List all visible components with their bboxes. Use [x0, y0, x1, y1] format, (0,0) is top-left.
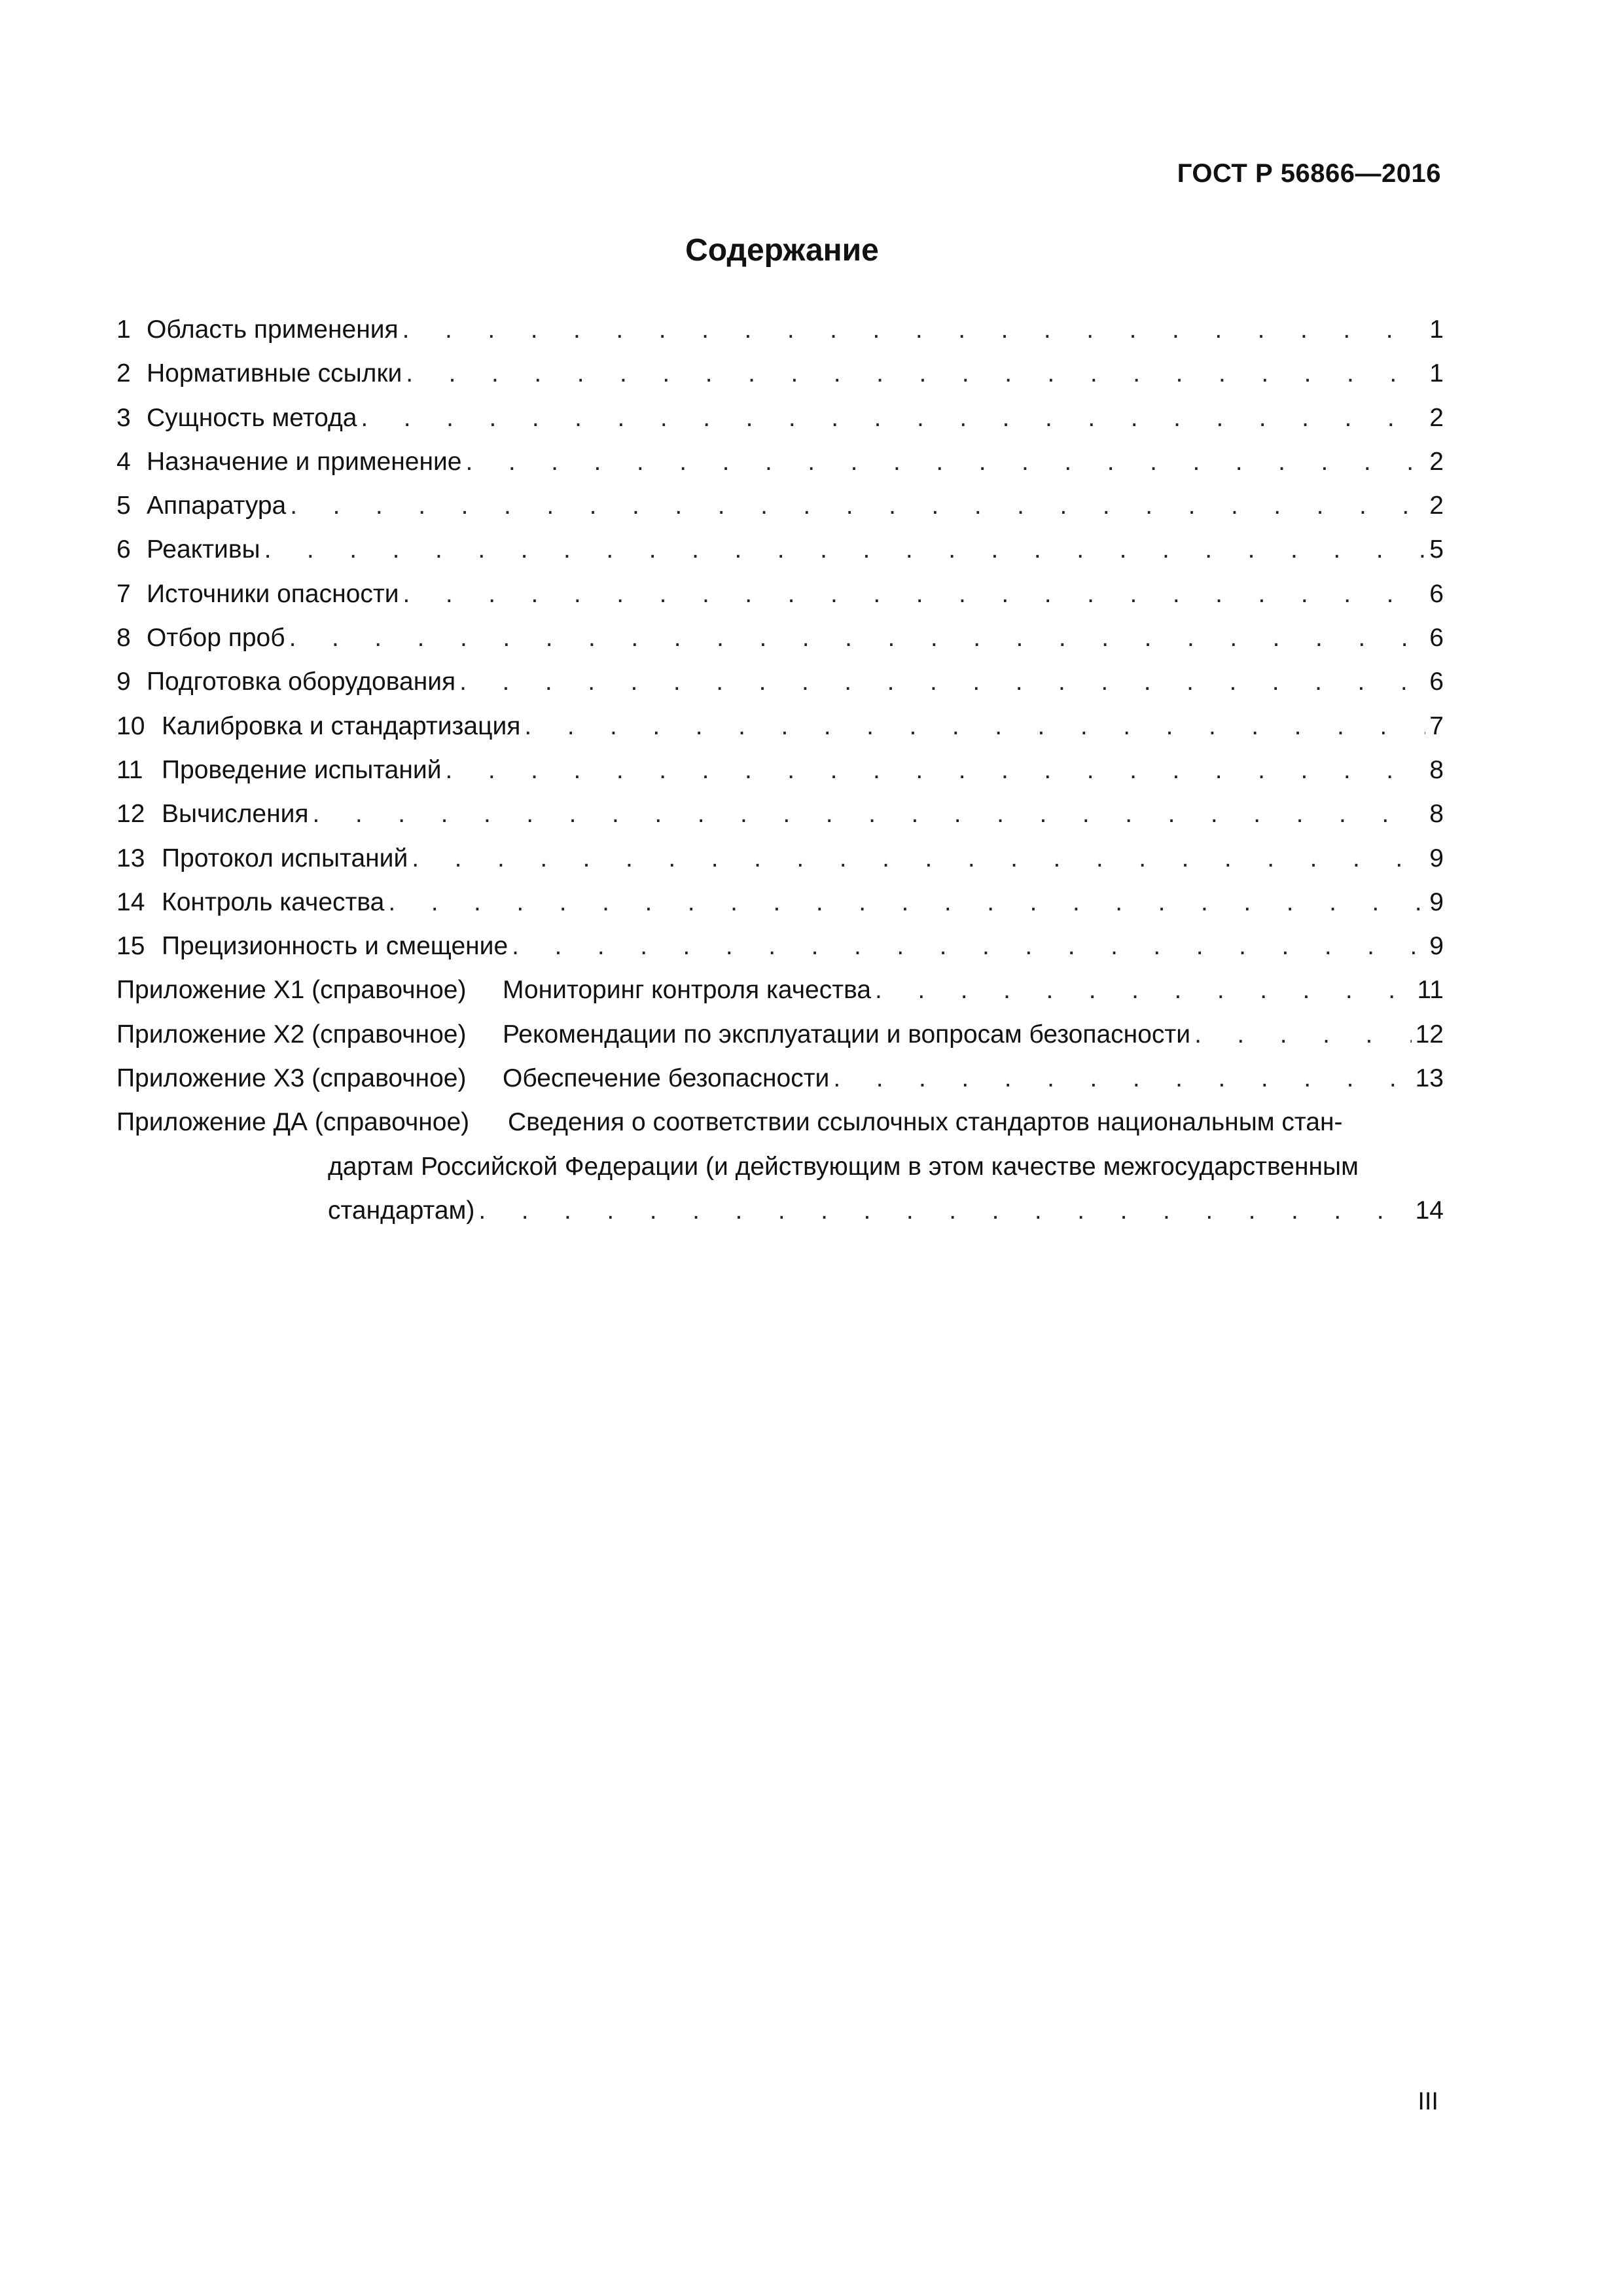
- dot-leader: [309, 792, 1426, 836]
- appendix-prefix: Приложение ДА (справочное): [116, 1108, 470, 1137]
- dot-leader: [455, 660, 1425, 704]
- appendix-prefix: Приложение Х2 (справочное): [116, 1020, 467, 1049]
- toc-entry-page: 5: [1429, 535, 1444, 564]
- appendix-label-line-2: дартам Российской Федерации (и действующим в этом качестве межгосударственным: [328, 1152, 1359, 1181]
- appendix-label-line-1: Сведения о соответствии ссылочных стандартов национальным стан-: [508, 1108, 1343, 1137]
- toc-entry-label: Источники опасности: [147, 579, 399, 608]
- toc-entry-label: Отбор проб: [147, 624, 285, 653]
- toc-entry-label: Протокол испытаний: [162, 844, 408, 872]
- appendix-prefix: Приложение Х3 (справочное): [116, 1064, 467, 1093]
- toc-entry-number: 15: [116, 932, 145, 961]
- page-number: III: [1418, 2088, 1438, 2115]
- toc-entry-label: Назначение и применение: [147, 447, 462, 476]
- dot-leader: [520, 704, 1425, 748]
- toc-entry-page: 9: [1429, 932, 1444, 961]
- toc-entry-number: 1: [116, 315, 131, 344]
- dot-leader: [1190, 1013, 1412, 1056]
- toc-entry-page: 1: [1429, 315, 1444, 344]
- dot-leader: [384, 880, 1425, 924]
- toc-entry-page: 2: [1429, 447, 1444, 476]
- table-of-contents: [116, 308, 1444, 1232]
- toc-entry-number: 6: [116, 535, 131, 564]
- toc-entry[interactable]: [116, 880, 1444, 924]
- toc-entry[interactable]: [116, 924, 1444, 968]
- toc-entry-label: Проведение испытаний: [162, 755, 442, 784]
- toc-entry[interactable]: [116, 528, 1444, 571]
- dot-leader: [461, 440, 1425, 484]
- toc-appendix-da-entry[interactable]: [116, 1100, 1444, 1232]
- toc-entry[interactable]: [116, 836, 1444, 880]
- toc-entry-label: Сущность метода: [147, 403, 357, 432]
- page-title: Содержание: [685, 233, 879, 268]
- dot-leader: [260, 528, 1426, 571]
- toc-entry[interactable]: [116, 748, 1444, 792]
- dot-leader: [357, 396, 1425, 440]
- dot-leader: [441, 748, 1425, 792]
- toc-entry-page: 2: [1429, 492, 1444, 520]
- dot-leader: [474, 1189, 1411, 1232]
- toc-entry-page: 8: [1429, 755, 1444, 784]
- dot-leader: [829, 1056, 1411, 1100]
- toc-entry-number: 4: [116, 447, 131, 476]
- toc-entry-number: 7: [116, 579, 131, 608]
- dot-leader: [871, 968, 1413, 1012]
- toc-entry-label: Подготовка оборудования: [147, 668, 456, 696]
- appendix-page: 13: [1415, 1064, 1444, 1093]
- toc-entry[interactable]: [116, 616, 1444, 660]
- toc-entry[interactable]: [116, 351, 1444, 395]
- toc-entry-number: 14: [116, 888, 145, 916]
- toc-entry-label: Калибровка и стандартизация: [162, 711, 521, 740]
- appendix-label-line-3: стандартам): [328, 1196, 475, 1225]
- toc-entry-page: 8: [1429, 800, 1444, 829]
- toc-entry-page: 9: [1429, 888, 1444, 916]
- dot-leader: [402, 351, 1425, 395]
- document-code: ГОСТ Р 56866—2016: [1177, 159, 1441, 188]
- appendix-label: Рекомендации по эксплуатации и вопросам безопасности: [503, 1020, 1191, 1049]
- toc-entry-number: 5: [116, 492, 131, 520]
- toc-entry-number: 9: [116, 668, 131, 696]
- toc-entry-number: 11: [116, 755, 143, 784]
- toc-entry[interactable]: [116, 704, 1444, 748]
- toc-entry[interactable]: [116, 396, 1444, 440]
- toc-entry-page: 9: [1429, 844, 1444, 872]
- toc-entry-number: 2: [116, 359, 131, 388]
- toc-entry-page: 6: [1429, 624, 1444, 653]
- toc-entry-label: Вычисления: [162, 800, 309, 829]
- dot-leader: [408, 836, 1425, 880]
- toc-entry-label: Контроль качества: [162, 888, 385, 916]
- toc-entry-number: 10: [116, 711, 145, 740]
- toc-appendix-entry[interactable]: [116, 1056, 1444, 1100]
- toc-entry[interactable]: [116, 792, 1444, 836]
- dot-leader: [508, 924, 1425, 968]
- dot-leader: [399, 308, 1426, 351]
- toc-entry-page: 6: [1429, 579, 1444, 608]
- appendix-page: 14: [1415, 1196, 1444, 1225]
- toc-entry-label: Прецизионность и смещение: [162, 932, 508, 961]
- dot-leader: [285, 616, 1426, 660]
- toc-entry[interactable]: [116, 484, 1444, 528]
- toc-entry[interactable]: [116, 572, 1444, 616]
- appendix-label: Мониторинг контроля качества: [503, 976, 872, 1005]
- appendix-label: Обеспечение безопасности: [503, 1064, 830, 1093]
- dot-leader: [399, 572, 1426, 616]
- toc-entry-page: 2: [1429, 403, 1444, 432]
- toc-entry-page: 7: [1429, 711, 1444, 740]
- toc-entry-label: Аппаратура: [147, 492, 287, 520]
- toc-appendix-entry[interactable]: [116, 1013, 1444, 1056]
- appendix-page: 11: [1417, 976, 1444, 1005]
- toc-entry[interactable]: [116, 308, 1444, 351]
- toc-entry-label: Реактивы: [147, 535, 260, 564]
- toc-entry[interactable]: [116, 660, 1444, 704]
- toc-entry-label: Нормативные ссылки: [147, 359, 402, 388]
- toc-entry-label: Область применения: [147, 315, 399, 344]
- toc-entry[interactable]: [116, 440, 1444, 484]
- appendix-page: 12: [1415, 1020, 1444, 1049]
- toc-appendix-entry[interactable]: [116, 968, 1444, 1012]
- toc-entry-number: 3: [116, 403, 131, 432]
- appendix-prefix: Приложение Х1 (справочное): [116, 976, 467, 1005]
- toc-entry-number: 12: [116, 800, 145, 829]
- toc-entry-number: 13: [116, 844, 145, 872]
- toc-entry-page: 1: [1429, 359, 1444, 388]
- toc-entry-number: 8: [116, 624, 131, 653]
- toc-entry-page: 6: [1429, 668, 1444, 696]
- dot-leader: [286, 484, 1425, 528]
